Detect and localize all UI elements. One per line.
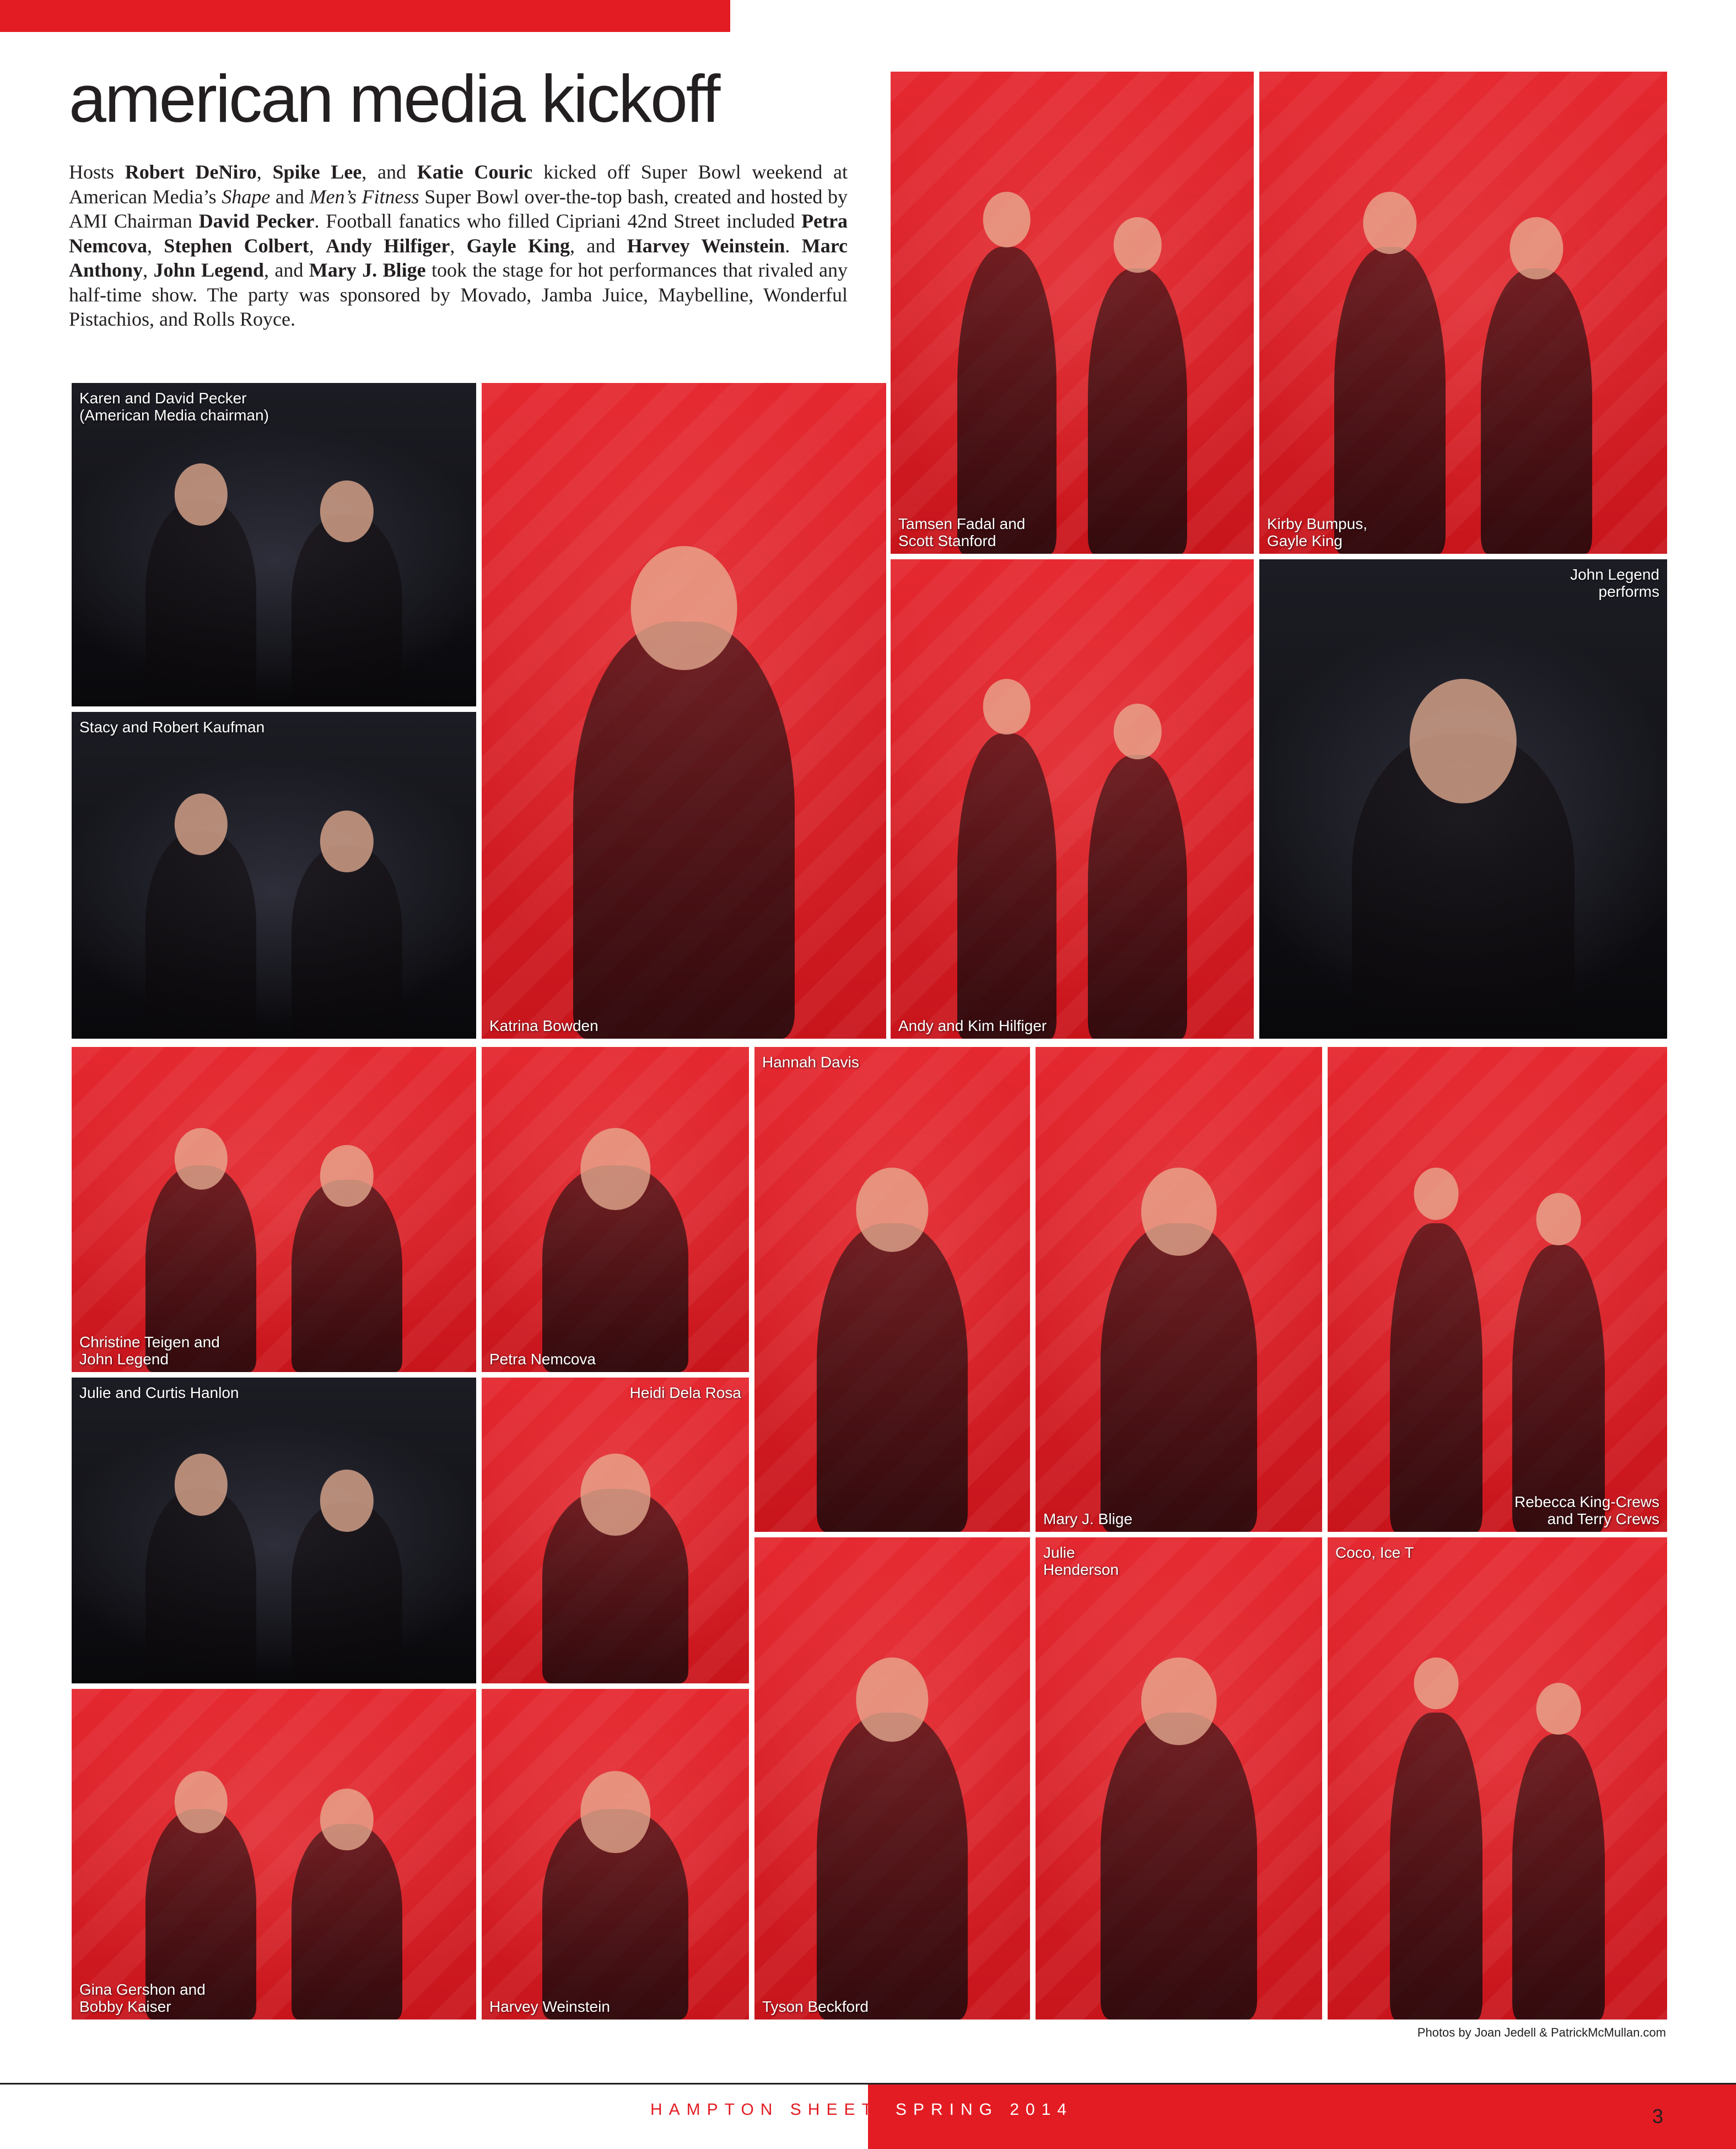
- intro-text: ,: [309, 234, 326, 257]
- photo-andy-kim-hilfiger: [891, 559, 1254, 1039]
- intro-text: , and: [570, 234, 627, 257]
- photo-julie-curtis-hanlon: [72, 1378, 476, 1683]
- photo-christine-teigen-john-legend: [72, 1047, 476, 1372]
- footer-publication: HAMPTON SHEET: [650, 2101, 878, 2119]
- intro-text: Super Bowl over-the-top bash, created and hosted by AMI Chairman: [69, 185, 848, 232]
- photo-tamsen-fadal-scott-stanford: [891, 72, 1254, 554]
- photo-john-legend-performs: [1259, 559, 1667, 1039]
- photo-caption: Stacy and Robert Kaufman: [79, 719, 265, 736]
- intro-name: Marc Anthony: [69, 234, 848, 281]
- photo-caption: Karen and David Pecker (American Media chairman): [79, 390, 269, 424]
- intro-name: Mary J. Blige: [309, 259, 426, 281]
- photo-mary-j-blige: [1036, 1047, 1322, 1532]
- photo-subjects: [941, 197, 1203, 554]
- article-title: american media kickoff: [69, 61, 719, 136]
- top-accent-bar: [0, 0, 730, 32]
- intro-name: John Legend: [153, 259, 264, 281]
- person-silhouette: [1088, 755, 1187, 1039]
- photo-gina-gershon-bobby-kaiser: [72, 1689, 476, 2020]
- photo-subjects: [1076, 1173, 1282, 1532]
- intro-text: and: [270, 185, 310, 208]
- photo-caption: Gina Gershon and Bobby Kaiser: [79, 1981, 206, 2015]
- photo-harvey-weinstein: [482, 1689, 749, 2020]
- person-silhouette: [542, 1489, 688, 1683]
- photo-tyson-beckford: [754, 1537, 1030, 2020]
- person-silhouette: [292, 845, 402, 1039]
- intro-emphasis: Shape: [222, 185, 271, 208]
- photo-caption: Petra Nemcova: [489, 1351, 596, 1368]
- person-silhouette: [542, 1165, 688, 1372]
- person-silhouette: [1352, 733, 1575, 1039]
- photo-caption: Rebecca King-Crews and Terry Crews: [1514, 1493, 1659, 1527]
- person-silhouette: [145, 500, 256, 706]
- intro-name: Gayle King: [466, 234, 570, 257]
- person-silhouette: [292, 515, 402, 707]
- photo-caption: Harvey Weinstein: [489, 1998, 610, 2015]
- person-silhouette: [542, 1809, 688, 2020]
- intro-text: ,: [147, 234, 164, 257]
- photo-caption: Julie and Curtis Hanlon: [79, 1384, 239, 1401]
- photo-subjects: [1317, 684, 1610, 1039]
- intro-text: ,: [256, 161, 273, 183]
- person-silhouette: [1390, 1713, 1483, 2020]
- photo-caption: Kirby Bumpus, Gayle King: [1267, 515, 1368, 549]
- person-silhouette: [1390, 1223, 1483, 1532]
- intro-name: Stephen Colbert: [164, 234, 309, 257]
- intro-name: Andy Hilfiger: [325, 234, 450, 257]
- photo-caption: John Legend performs: [1570, 566, 1659, 600]
- person-silhouette: [1512, 1734, 1605, 2020]
- photo-caption: Mary J. Blige: [1043, 1510, 1133, 1527]
- person-silhouette: [573, 622, 795, 1039]
- photo-subjects: [1317, 197, 1610, 554]
- photo-caption: Katrina Bowden: [489, 1017, 599, 1034]
- photo-caption: Julie Henderson: [1043, 1544, 1119, 1578]
- photo-subjects: [128, 1457, 420, 1683]
- intro-text: . Football fanatics who filled Cipriani 42nd Street included: [314, 210, 802, 232]
- intro-text: ,: [143, 259, 154, 281]
- intro-text: ,: [450, 234, 467, 257]
- person-silhouette: [145, 1489, 256, 1683]
- person-silhouette: [817, 1713, 968, 2020]
- photo-rebecca-king-crews-terry-crews: [1328, 1047, 1667, 1532]
- photo-caption: Tamsen Fadal and Scott Stanford: [898, 515, 1026, 549]
- photo-subjects: [128, 797, 420, 1039]
- intro-text: , and: [362, 161, 417, 183]
- photo-coco-ice-t: [1328, 1537, 1667, 2020]
- intro-name: Katie Couric: [417, 161, 533, 183]
- photo-katrina-bowden: [482, 383, 886, 1039]
- intro-text: took the stage for hot performances that rivaled any half-time show. The party was sponsored by Movado, Jamba Juice, Maybelline, Wonderful Pistachios, and Rolls Royce.: [69, 259, 848, 330]
- photo-heidi-dela-rosa: [482, 1378, 749, 1683]
- photo-subjects: [1375, 1663, 1620, 2020]
- intro-name: Harvey Weinstein: [627, 234, 785, 257]
- intro-text: Hosts: [69, 161, 125, 183]
- photo-subjects: [1375, 1173, 1620, 1532]
- photo-caption: Coco, Ice T: [1335, 1544, 1414, 1561]
- person-silhouette: [817, 1223, 968, 1532]
- person-silhouette: [1334, 247, 1446, 554]
- intro-name: Petra Nemcova: [69, 210, 848, 257]
- photo-karen-david-pecker: [72, 383, 476, 706]
- intro-text: kicked off Super Bowl weekend at American Media’s: [69, 161, 848, 208]
- photo-subjects: [793, 1173, 991, 1532]
- photo-caption: Andy and Kim Hilfiger: [898, 1017, 1047, 1034]
- photo-subjects: [128, 467, 420, 706]
- intro-name: Spike Lee: [272, 161, 362, 183]
- photo-petra-nemcova: [482, 1047, 749, 1372]
- person-silhouette: [957, 733, 1056, 1039]
- person-silhouette: [957, 247, 1056, 554]
- photo-caption: Tyson Beckford: [762, 1998, 869, 2015]
- photo-credit: Photos by Joan Jedell & PatrickMcMullan.com: [1417, 2026, 1666, 2039]
- person-silhouette: [145, 831, 256, 1039]
- photo-caption: Christine Teigen and John Legend: [79, 1333, 220, 1368]
- article-intro: [69, 160, 848, 332]
- person-silhouette: [1512, 1245, 1605, 1532]
- person-silhouette: [292, 1502, 402, 1683]
- photo-subjects: [793, 1663, 991, 2020]
- person-silhouette: [1101, 1713, 1258, 2020]
- photo-caption: Hannah Davis: [762, 1054, 859, 1071]
- photo-subjects: [1076, 1663, 1282, 2020]
- photo-kirby-bumpus-gayle-king: [1259, 72, 1667, 554]
- photo-subjects: [538, 553, 830, 1039]
- person-silhouette: [1481, 268, 1592, 554]
- intro-text: , and: [263, 259, 309, 281]
- person-silhouette: [1101, 1223, 1258, 1532]
- photo-subjects: [519, 1131, 711, 1372]
- intro-emphasis: Men’s Fitness: [309, 185, 419, 208]
- person-silhouette: [1088, 268, 1187, 554]
- intro-name: Robert DeNiro: [125, 161, 257, 183]
- photo-stacy-robert-kaufman: [72, 712, 476, 1039]
- intro-name: David Pecker: [198, 210, 315, 232]
- footer-season: SPRING 2014: [896, 2101, 1074, 2119]
- person-silhouette: [292, 1180, 402, 1372]
- intro-text: .: [785, 234, 802, 257]
- photo-subjects: [941, 684, 1203, 1039]
- photo-subjects: [519, 1457, 711, 1683]
- photo-julie-henderson: [1036, 1537, 1322, 2020]
- person-silhouette: [292, 1824, 402, 2020]
- photo-subjects: [519, 1775, 711, 2020]
- photo-caption: Heidi Dela Rosa: [629, 1384, 741, 1401]
- photo-hannah-davis: [754, 1047, 1030, 1532]
- page-number: 3: [1652, 2105, 1663, 2128]
